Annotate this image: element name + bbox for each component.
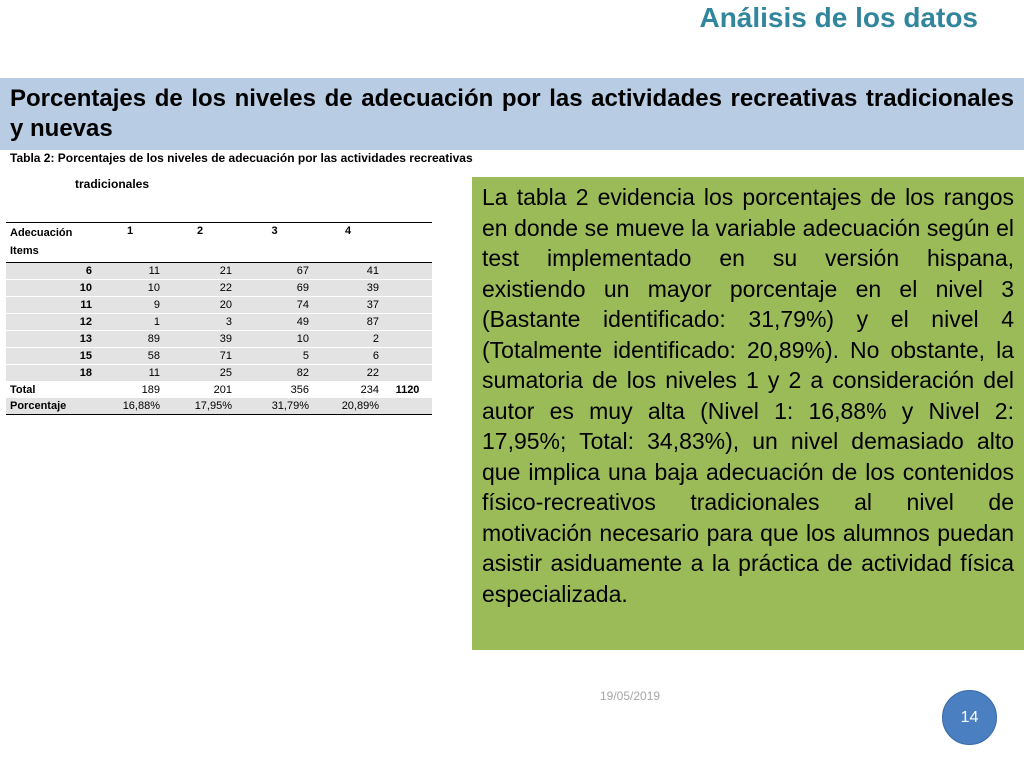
row-item: 11 [6, 297, 96, 314]
adequacy-table [6, 222, 432, 415]
cell-sum [383, 348, 432, 365]
cell-sum [383, 280, 432, 297]
header-level-3: 3 [236, 223, 313, 263]
row-item: 12 [6, 314, 96, 331]
total-label: Total [6, 382, 96, 399]
table-row [6, 348, 432, 365]
table-percentage-row [6, 398, 432, 415]
cell-level-2: 21 [164, 263, 236, 280]
cell-sum [383, 314, 432, 331]
cell-level-1: 11 [96, 365, 164, 382]
table-header-row [6, 223, 432, 263]
percentage-label: Porcentaje [6, 398, 96, 415]
row-item: 18 [6, 365, 96, 382]
cell-level-2: 39 [164, 331, 236, 348]
cell-level-4: 39 [313, 280, 383, 297]
cell-sum [383, 365, 432, 382]
cell-level-4: 2 [313, 331, 383, 348]
slide-date: 19/05/2019 [600, 689, 661, 703]
header-level-1: 1 [96, 223, 164, 263]
cell-level-2: 3 [164, 314, 236, 331]
analysis-text: La tabla 2 evidencia los porcentajes de los rangos en donde se mueve la variable adecuación según el test implementado en su versión hispana, existiendo un mayor porcentaje en el nivel 3 (Bastante identificado: 31,79%) y el nivel 4 (Totalmente identificado: 20,89%). No obstante, la sumatoria de los niveles 1 y 2 a consideración del autor es muy alta (Nivel 1: 16,88% y Nivel 2: 17,95%; Total: 34,83%), un nivel demasiado alto que implica una baja adecuación de los contenidos físico-recreativos tradicionales al nivel de motivación necesario para que los alumnos puedan asistir asiduamente a la práctica de actividad física especializada. [482, 184, 1014, 607]
total-level-3: 356 [236, 382, 313, 399]
cell-level-1: 10 [96, 280, 164, 297]
row-item: 15 [6, 348, 96, 365]
cell-level-1: 58 [96, 348, 164, 365]
cell-sum [383, 263, 432, 280]
cell-level-3: 82 [236, 365, 313, 382]
table-row [6, 280, 432, 297]
cell-sum [383, 297, 432, 314]
header-items: Items [10, 245, 39, 257]
table-total-row [6, 382, 432, 399]
total-level-4: 234 [313, 382, 383, 399]
cell-level-4: 87 [313, 314, 383, 331]
table-row [6, 263, 432, 280]
percentage-level-4: 20,89% [313, 398, 383, 415]
row-item: 6 [6, 263, 96, 280]
table-row [6, 314, 432, 331]
cell-level-3: 74 [236, 297, 313, 314]
percentage-level-1: 16,88% [96, 398, 164, 415]
header-sum [383, 223, 432, 263]
page-number-badge: 14 [942, 690, 997, 745]
header-adecuacion: Adecuación [10, 227, 73, 239]
cell-level-1: 89 [96, 331, 164, 348]
percentage-level-3: 31,79% [236, 398, 313, 415]
cell-level-3: 67 [236, 263, 313, 280]
cell-level-2: 22 [164, 280, 236, 297]
cell-level-4: 37 [313, 297, 383, 314]
percentage-level-2: 17,95% [164, 398, 236, 415]
row-item: 13 [6, 331, 96, 348]
cell-level-4: 6 [313, 348, 383, 365]
header-level-4: 4 [313, 223, 383, 263]
cell-level-3: 10 [236, 331, 313, 348]
cell-level-2: 25 [164, 365, 236, 382]
cell-level-4: 22 [313, 365, 383, 382]
row-item: 10 [6, 280, 96, 297]
cell-level-3: 69 [236, 280, 313, 297]
table-row [6, 297, 432, 314]
table-row [6, 365, 432, 382]
table-row [6, 331, 432, 348]
header-level-2: 2 [164, 223, 236, 263]
cell-level-1: 1 [96, 314, 164, 331]
cell-level-2: 71 [164, 348, 236, 365]
table-caption-continuation: tradicionales [75, 177, 150, 191]
total-level-2: 201 [164, 382, 236, 399]
slide-title: Análisis de los datos [699, 2, 978, 33]
table-caption: Tabla 2: Porcentajes de los niveles de adecuación por las actividades recreativas [10, 151, 473, 165]
cell-level-3: 5 [236, 348, 313, 365]
total-sum: 1120 [383, 382, 432, 399]
slide-subtitle: Porcentajes de los niveles de adecuación por las actividades recreativas tradicionales y nuevas [10, 85, 1014, 142]
percentage-sum [383, 398, 432, 415]
cell-level-1: 9 [96, 297, 164, 314]
cell-sum [383, 331, 432, 348]
header-adecuacion-items [6, 223, 96, 263]
cell-level-3: 49 [236, 314, 313, 331]
cell-level-4: 41 [313, 263, 383, 280]
cell-level-1: 11 [96, 263, 164, 280]
cell-level-2: 20 [164, 297, 236, 314]
total-level-1: 189 [96, 382, 164, 399]
